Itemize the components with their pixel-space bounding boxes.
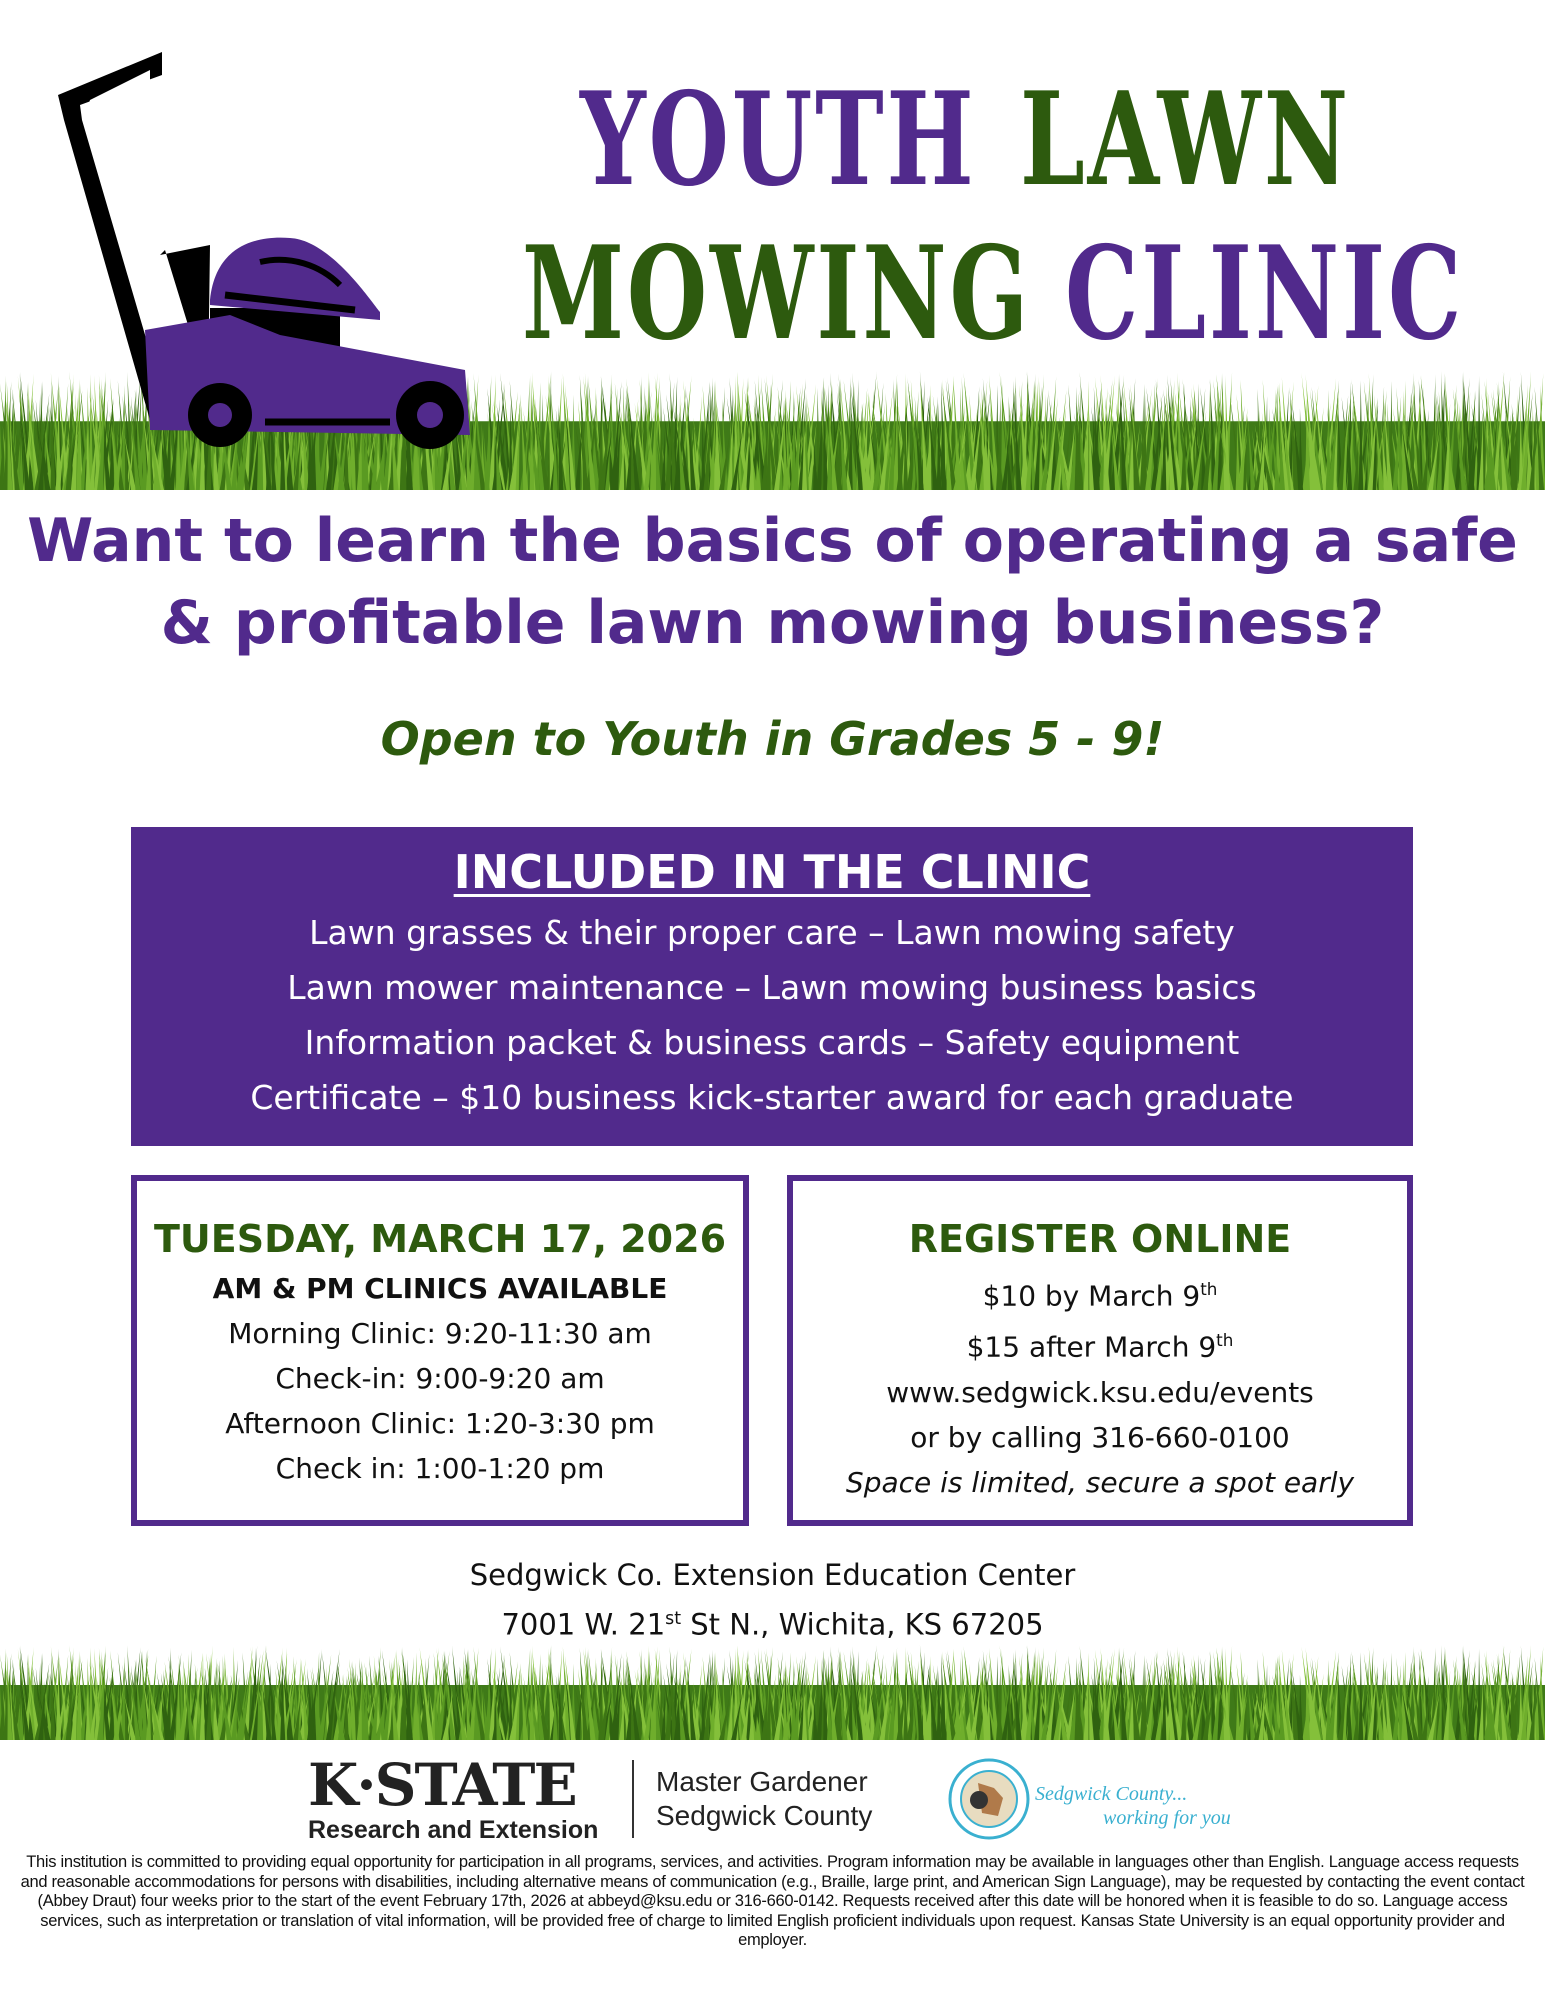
title-clinic: CLINIC: [1065, 219, 1465, 369]
price-late-sup: th: [1216, 1330, 1234, 1351]
register-box: [787, 1175, 1413, 1526]
headline-line1: Want to learn the basics of operating a safe: [27, 506, 1518, 576]
schedule-line: Morning Clinic: 9:20-11:30 am: [228, 1317, 652, 1350]
address-sup: st: [665, 1609, 682, 1629]
register-heading: REGISTER ONLINE: [908, 1217, 1292, 1261]
included-item: Lawn mower maintenance – Lawn mowing business basics: [287, 968, 1257, 1007]
schedule-box: [131, 1175, 749, 1526]
price-early: $10 by March 9: [982, 1279, 1201, 1313]
mg-line2: Sedgwick County: [656, 1800, 873, 1831]
address-post: St N., Wichita, KS 67205: [681, 1607, 1044, 1642]
schedule-line: Afternoon Clinic: 1:20-3:30 pm: [225, 1407, 655, 1440]
register-url-link[interactable]: www.sedgwick.ksu.edu/events: [886, 1375, 1314, 1409]
sedgwick-county-seal-icon: [948, 1758, 1030, 1840]
sc-line1: Sedgwick County...: [1035, 1783, 1188, 1805]
master-gardener-logo: [656, 1765, 872, 1833]
headline: [0, 500, 1545, 664]
register-note: Space is limited, secure a spot early: [845, 1465, 1355, 1499]
title-mowing: MOWING: [522, 219, 1032, 369]
title-lawn: LAWN: [1020, 65, 1351, 215]
included-heading: INCLUDED IN THE CLINIC: [453, 845, 1091, 899]
audience-text: Open to Youth in Grades 5 - 9!: [380, 712, 1165, 766]
mg-line1: Master Gardener: [656, 1766, 868, 1797]
included-box: [131, 827, 1413, 1146]
sedgwick-county-tagline: [1035, 1782, 1231, 1830]
location-name: Sedgwick Co. Extension Education Center: [469, 1558, 1076, 1592]
grass-bottom: [0, 1640, 1545, 1740]
included-item: Information packet & business cards – Safety equipment: [304, 1023, 1240, 1062]
schedule-line: Check-in: 9:00-9:20 am: [275, 1362, 605, 1395]
schedule-subtitle: AM & PM CLINICS AVAILABLE: [212, 1272, 668, 1305]
location: [0, 1553, 1545, 1647]
included-item: Lawn grasses & their proper care – Lawn mowing safety: [309, 913, 1235, 952]
title-youth: YOUTH: [580, 65, 977, 215]
event-date: TUESDAY, MARCH 17, 2026: [153, 1217, 727, 1261]
price-early-sup: th: [1200, 1279, 1218, 1299]
included-item: Certificate – $10 business kick-starter award for each graduate: [250, 1078, 1294, 1117]
sc-line2: working for you: [1103, 1807, 1231, 1829]
lawn-mower-icon: [50, 50, 490, 460]
schedule-line: Check in: 1:00-1:20 pm: [275, 1452, 605, 1485]
legal-disclaimer: This institution is committed to providing equal opportunity for participation in all programs, services, and activities. Program information may be available in languages other than English. Language access requests and reasonable accommodations for persons with disabilities, including alternative means of communication (e.g., Braille, large print, and American Sign Language), may be requested by contacting the event contact (Abbey Draut) four weeks prior to the start of the event February 17th, 2026 at abbeyd@ksu.edu or 316-660-0142. Requests received after this date will be honored when it is feasible to do so. Language access services, such as interpretation or translation of vital information, will be provided free of charge to limited English proficient individuals upon request. Kansas State University is an equal opportunity provider and employer.: [20, 1853, 1525, 1949]
kstate-subtitle: Research and Extension: [308, 1816, 599, 1844]
logo-divider: [632, 1760, 634, 1838]
price-late: $15 after March 9: [966, 1330, 1217, 1364]
address-pre: 7001 W. 21: [501, 1607, 666, 1642]
kstate-logo: [308, 1751, 599, 1845]
register-phone: or by calling 316-660-0100: [910, 1420, 1290, 1454]
kstate-wordmark: K·STATE: [308, 1751, 576, 1819]
headline-line2: & profitable lawn mowing business?: [160, 588, 1385, 658]
